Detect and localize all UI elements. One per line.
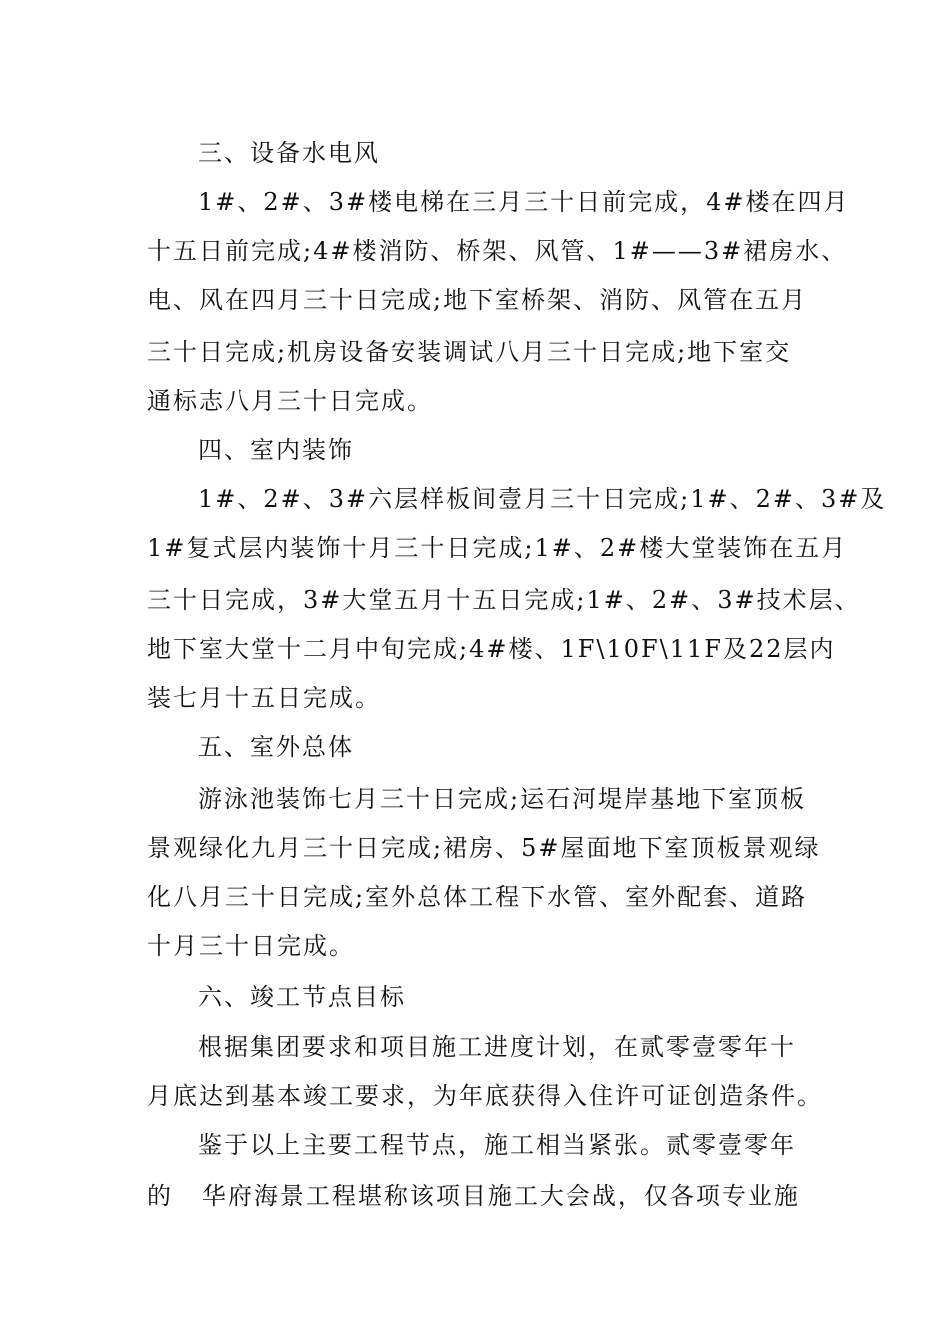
paragraph-line: 十五日前完成;4#楼消防、桥架、风管、1#——3#裙房水、 bbox=[147, 237, 848, 265]
paragraph-line: 1#复式层内装饰十月三十日完成;1#、2#楼大堂装饰在五月 bbox=[147, 534, 848, 562]
section-heading-interior: 四、室内装饰 bbox=[198, 436, 354, 464]
paragraph-line: 装七月十五日完成。 bbox=[147, 684, 381, 712]
paragraph-line: 1#、2#、3#楼电梯在三月三十日前完成，4#楼在四月 bbox=[198, 188, 850, 216]
paragraph-line: 三十日完成，3#大堂五月十五日完成;1#、2#、3#技术层、 bbox=[147, 586, 861, 614]
paragraph-line: 1#、2#、3#六层样板间壹月三十日完成;1#、2#、3#及 bbox=[198, 485, 887, 513]
paragraph-line: 化八月三十日完成;室外总体工程下水管、室外配套、道路 bbox=[147, 883, 808, 911]
paragraph-line: 地下室大堂十二月中旬完成;4#楼、1F\10F\11F及22层内 bbox=[147, 635, 836, 663]
paragraph-line: 游泳池装饰七月三十日完成;运石河堤岸基地下室顶板 bbox=[198, 785, 807, 813]
section-heading-completion: 六、竣工节点目标 bbox=[198, 983, 406, 1011]
paragraph-line: 景观绿化九月三十日完成;裙房、5#屋面地下室顶板景观绿 bbox=[147, 834, 821, 862]
section-heading-equipment: 三、设备水电风 bbox=[198, 139, 380, 167]
paragraph-line: 根据集团要求和项目施工进度计划，在贰零壹零年十 bbox=[198, 1033, 796, 1061]
paragraph-line: 电、风在四月三十日完成;地下室桥架、消防、风管在五月 bbox=[147, 286, 808, 314]
paragraph-line: 的 华府海景工程堪称该项目施工大会战，仅各项专业施 bbox=[147, 1182, 800, 1210]
paragraph-line: 通标志八月三十日完成。 bbox=[147, 387, 433, 415]
paragraph-line: 月底达到基本竣工要求，为年底获得入住许可证创造条件。 bbox=[147, 1082, 823, 1110]
section-heading-exterior: 五、室外总体 bbox=[198, 733, 354, 761]
paragraph-line: 鉴于以上主要工程节点，施工相当紧张。贰零壹零年 bbox=[198, 1131, 796, 1159]
paragraph-line: 三十日完成;机房设备安装调试八月三十日完成;地下室交 bbox=[147, 338, 792, 366]
paragraph-line: 十月三十日完成。 bbox=[147, 932, 355, 960]
